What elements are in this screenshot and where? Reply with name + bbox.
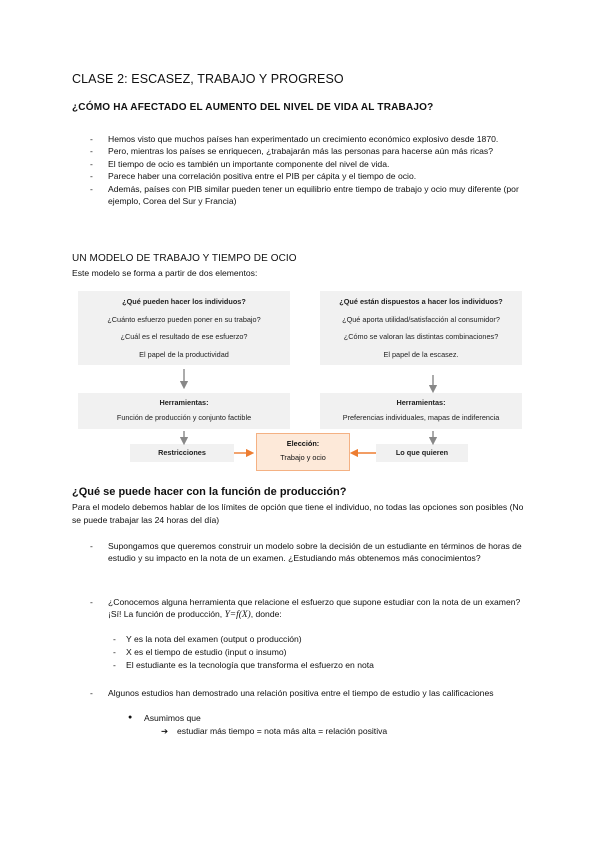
box-what-they-want: Lo que quieren: [376, 444, 468, 462]
list-item: - Hemos visto que muchos países han experimentado un crecimiento económico explosivo desde 1870.: [90, 134, 499, 144]
box-tools-preferences: Herramientas: Preferencias individuales, mapas de indiferencia: [320, 393, 522, 429]
page-title: CLASE 2: ESCASEZ, TRABAJO Y PROGRESO: [72, 72, 344, 86]
section1-heading: ¿CÓMO HA AFECTADO EL AUMENTO DEL NIVEL DE VIDA AL TRABAJO?: [72, 102, 434, 113]
box-willing-to-do: ¿Qué están dispuestos a hacer los individuos? ¿Qué aporta utilidad/satisfacción al consumidor? ¿Cómo se valoran las distintas combinaciones? El papel de la escasez.: [320, 291, 522, 365]
section2-intro: Este modelo se forma a partir de dos elementos:: [72, 268, 258, 278]
section1-bullet-list: [90, 133, 528, 207]
list-item: - ¿Conocemos alguna herramienta que relacione el esfuerzo que supone estudiar con la nota de un examen? ¡Sí! La función de producción, Y=f(X), donde:: [90, 597, 521, 621]
arrow-right-icon: ➔: [161, 726, 169, 736]
section3-heading: ¿Qué se puede hacer con la función de producción?: [72, 486, 347, 498]
list-item: - Pero, mientras los países se enriquecen, ¿trabajarán más las personas para hacerse aún más ricas?: [90, 146, 494, 157]
list-item: - Supongamos que queremos construir un modelo sobre la decisión de un estudiante en términos de horas de estudio y su impacto en la nota de un examen. ¿Estudiando más obtenemos más conocimientos?: [90, 541, 522, 564]
list-item: - El tiempo de ocio es también un importante componente del nivel de vida.: [90, 158, 390, 169]
section3-list-1: [90, 540, 528, 565]
box-tools-production: Herramientas: Función de producción y conjunto factible: [78, 393, 290, 429]
sub-item-y: - Y es la nota del examen (output o producción): [113, 634, 302, 644]
model-diagram: [78, 291, 524, 471]
sub-sub-item-relation: ➔ estudiar más tiempo = nota más alta = relación positiva: [161, 726, 388, 736]
production-function-formula: Y=f(X): [224, 610, 251, 621]
sub-item-assume: ● Asumimos que: [128, 713, 201, 723]
box-restrictions: Restricciones: [130, 444, 234, 462]
section3-list-3: [90, 687, 528, 699]
list-item: - Parece haber una correlación positiva entre el PIB per cápita y el tiempo de ocio.: [90, 171, 417, 182]
box-can-do: ¿Qué pueden hacer los individuos? ¿Cuánto esfuerzo pueden poner en su trabajo? ¿Cuál es el resultado de ese esfuerzo? El papel de la productividad: [78, 291, 290, 365]
sub-item-tech: - El estudiante es la tecnología que transforma el esfuerzo en nota: [113, 660, 374, 670]
section3-paragraph: Para el modelo debemos hablar de los límites de opción que tiene el individuo, no todas las opciones son posibles (No se puede trabajar las 24 horas del día): [72, 502, 524, 525]
section2-heading: UN MODELO DE TRABAJO Y TIEMPO DE OCIO: [72, 253, 297, 264]
box-choice: Elección: Trabajo y ocio: [256, 433, 350, 471]
section3-list-2: [90, 596, 528, 622]
sub-item-x: - X es el tiempo de estudio (input o insumo): [113, 647, 287, 657]
list-item: - Además, países con PIB similar pueden tener un equilibrio entre tiempo de trabajo y ocio muy diferente (por ejemplo, Corea del Sur y Francia): [90, 183, 519, 207]
list-item: - Algunos estudios han demostrado una relación positiva entre el tiempo de estudio y las calificaciones: [90, 688, 494, 698]
